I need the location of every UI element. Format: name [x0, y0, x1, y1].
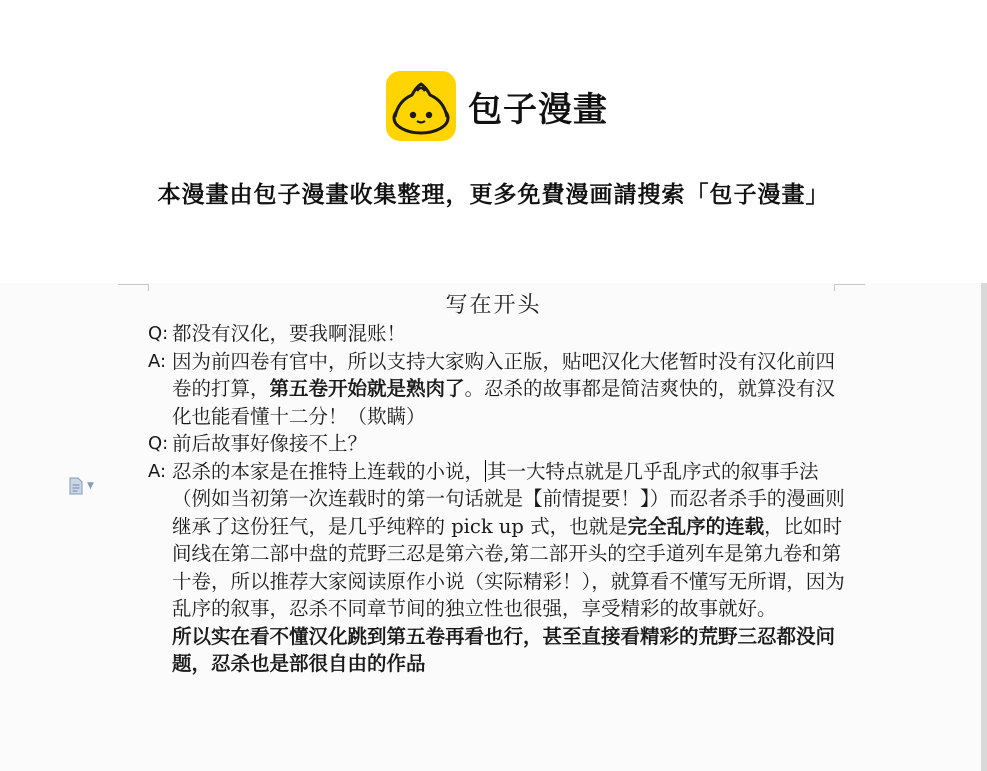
qa-paragraph [148, 430, 848, 458]
qa-lead: A: [148, 350, 167, 372]
paragraph-text [172, 430, 848, 458]
bold-text-run: 所以实在看不懂汉化跳到第五卷再看也行，甚至直接看精彩的荒野三忍都没问题，忍杀也是部很自由的作品 [172, 624, 836, 675]
bun-mascot-icon [386, 71, 456, 141]
text-run: ，比如时间线在第二部中盘的荒野三忍是第六卷,第二部开头的空手道列车是第九卷和第十卷，所以推荐大家阅读原作小说（实际精彩！），就算看不懂写无所谓，因为乱序的叙事，忍杀不同章节间的独立性也很强，享受精彩的故事就好。 [172, 514, 845, 620]
source-notice: 本漫畫由包子漫畫收集整理，更多免費漫画請搜索「包子漫畫」 [157, 182, 830, 208]
closing-paragraph [148, 623, 848, 678]
paragraph-text [172, 348, 848, 431]
chevron-down-icon: ▼ [87, 481, 94, 491]
text-run: 都没有汉化，要我啊混账！ [172, 322, 407, 345]
qa-lead: Q: [148, 433, 169, 454]
text-run: 其一大特点就是几乎乱序式的叙事手法（例如当初第一次连载时的第一句话就是【前情提要！】）而忍者杀手的漫画则继承了这份狂气，是几乎纯粹的 pick up 式，也就是 [172, 459, 845, 538]
bold-text-run: 完全乱序的连载 [627, 514, 765, 538]
qa-lead: A: [148, 460, 167, 482]
text-run: 。忍杀的故事都是简洁爽快的，就算没有汉化也能看懂十二分！（欺瞒） [172, 377, 836, 428]
text-run: 忍杀的本家是在推特上连载的小说， [172, 459, 485, 483]
document-paragraph-icon[interactable] [68, 477, 94, 495]
qa-lead: Q: [148, 323, 169, 344]
qa-paragraph [148, 348, 848, 431]
bold-text-run: 第五卷开始就是熟肉了 [269, 377, 465, 400]
paragraph-text [172, 458, 848, 623]
document-title: 写在开头 [445, 293, 542, 318]
paragraph-text [172, 623, 848, 678]
document-body[interactable] [148, 320, 848, 678]
text-run: 前后故事好像接不上？ [172, 432, 368, 455]
brand-name: 包子漫畫 [468, 89, 608, 130]
document-scroll-edge[interactable] [981, 283, 987, 771]
paragraph-text [172, 320, 848, 348]
text-cursor [485, 460, 486, 482]
text-run: 因为前四卷有官中，所以支持大家购入正版，贴吧汉化大佬暂时没有汉化前四卷的打算， [172, 349, 836, 400]
qa-paragraph [148, 458, 848, 623]
brand-header [386, 70, 608, 142]
qa-paragraph [148, 320, 848, 348]
